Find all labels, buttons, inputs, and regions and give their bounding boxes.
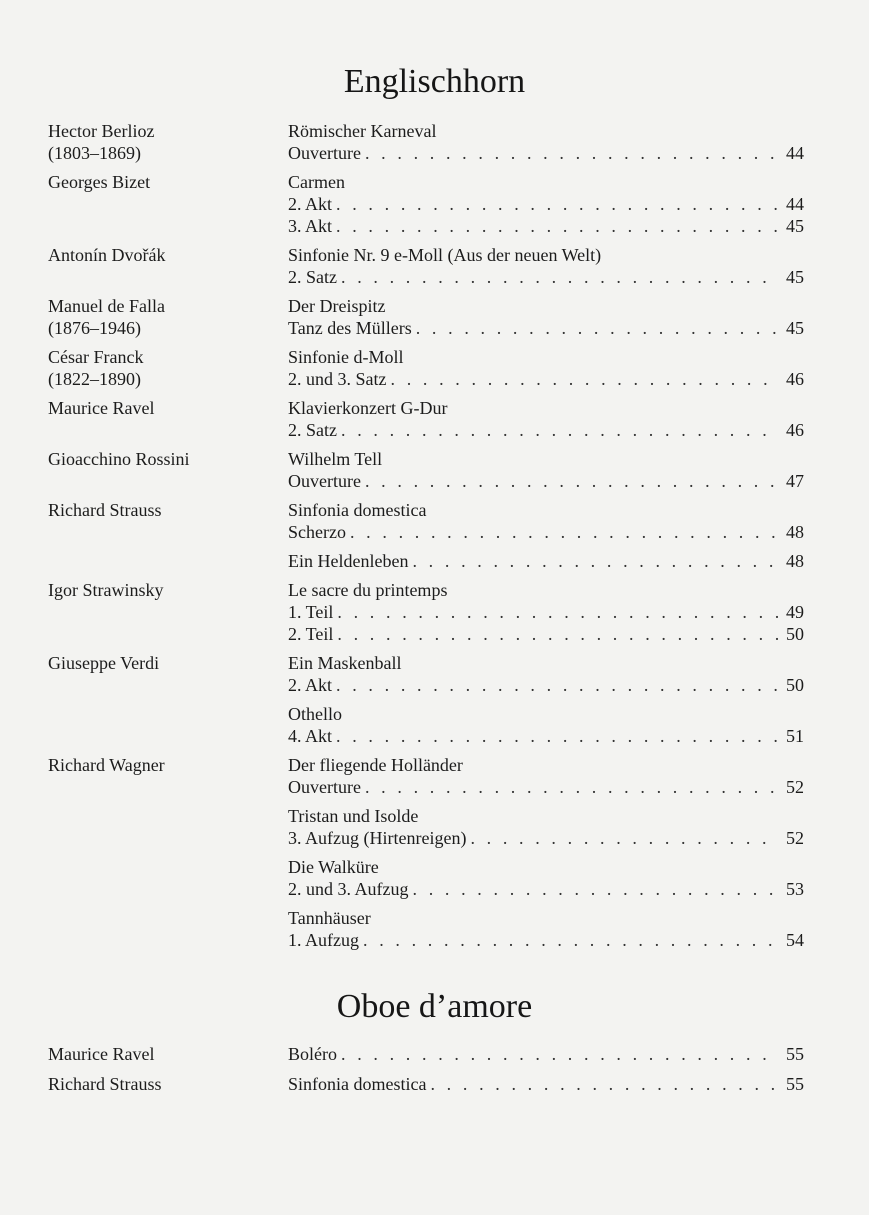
- works-column: [288, 171, 804, 237]
- composer-dates: (1822–1890): [48, 369, 141, 389]
- dot-leader: [413, 878, 779, 900]
- toc-line-label: Ouverture: [288, 471, 361, 491]
- page-number: 46: [786, 369, 804, 389]
- composer-entry: [0, 171, 869, 237]
- toc-line-label: 2. Satz: [288, 420, 337, 440]
- page-number: 52: [786, 777, 804, 797]
- toc-line: [288, 193, 804, 215]
- work-title: Carmen: [288, 172, 345, 192]
- works-column: [288, 244, 804, 288]
- toc-line: [288, 929, 804, 951]
- composer-name: [48, 397, 278, 419]
- page-number: 49: [786, 602, 804, 622]
- dot-leader: [470, 827, 778, 849]
- composer-name: [48, 120, 278, 164]
- toc-line-label: 2. Akt: [288, 675, 333, 695]
- toc-line-label: Sinfonia domestica: [288, 1074, 427, 1094]
- toc-line-label: 4. Akt: [288, 726, 333, 746]
- works-column: [288, 295, 804, 339]
- toc-line-label: Ouverture: [288, 143, 361, 163]
- toc-line-label: 2. und 3. Aufzug: [288, 879, 409, 899]
- toc-line: [288, 521, 804, 543]
- composer-entry: [0, 1043, 869, 1065]
- composer-name-line: César Franck: [48, 347, 144, 367]
- toc-line-label: 2. Satz: [288, 267, 337, 287]
- composer-dates: (1876–1946): [48, 318, 141, 338]
- work-block: [288, 346, 804, 390]
- composer-name-line: Hector Berlioz: [48, 121, 155, 141]
- dot-leader: [337, 601, 778, 623]
- composer-name-line: Maurice Ravel: [48, 398, 155, 418]
- toc-line: [288, 725, 804, 747]
- composer-entry: [0, 244, 869, 288]
- work-block: [288, 805, 804, 849]
- work-title: Tannhäuser: [288, 908, 371, 928]
- composer-entry: [0, 346, 869, 390]
- work-block: [288, 397, 804, 441]
- toc-line-label: 2. und 3. Satz: [288, 369, 387, 389]
- page-number: 55: [786, 1044, 804, 1064]
- page-number: 54: [786, 930, 804, 950]
- work-title: Römischer Karneval: [288, 121, 437, 141]
- work-title: Klavierkonzert G-Dur: [288, 398, 448, 418]
- page-number: 44: [786, 143, 804, 163]
- toc-line-label: 1. Teil: [288, 602, 334, 622]
- oboe-damore-list: [0, 1043, 869, 1103]
- composer-entry: [0, 120, 869, 164]
- englischhorn-list: [0, 120, 869, 958]
- work-title: Tristan und Isolde: [288, 806, 419, 826]
- toc-line: [288, 1073, 804, 1095]
- toc-line: [288, 142, 804, 164]
- work-block: [288, 171, 804, 237]
- dot-leader: [412, 550, 778, 572]
- work-block: [288, 1073, 804, 1095]
- page-number: 46: [786, 420, 804, 440]
- composer-name-line: Manuel de Falla: [48, 296, 165, 316]
- work-block: [288, 550, 804, 572]
- work-block: [288, 907, 804, 951]
- composer-name-line: Richard Wagner: [48, 755, 165, 775]
- work-block: [288, 448, 804, 492]
- dot-leader: [430, 1073, 778, 1095]
- composer-name: [48, 754, 278, 776]
- work-block: [288, 499, 804, 543]
- composer-name: [48, 448, 278, 470]
- composer-entry: [0, 754, 869, 951]
- toc-line-label: 3. Akt: [288, 216, 333, 236]
- toc-line-label: 2. Teil: [288, 624, 334, 644]
- works-column: [288, 1043, 804, 1065]
- work-block: [288, 703, 804, 747]
- dot-leader: [336, 725, 778, 747]
- dot-leader: [336, 674, 778, 696]
- work-title: Sinfonie Nr. 9 e-Moll (Aus der neuen Welt): [288, 245, 602, 265]
- work-title: Sinfonia domestica: [288, 500, 427, 520]
- composer-name: [48, 1043, 278, 1065]
- work-block: [288, 244, 804, 288]
- composer-entry: [0, 397, 869, 441]
- composer-dates: (1803–1869): [48, 143, 141, 163]
- works-column: [288, 754, 804, 951]
- composer-name-line: Igor Strawinsky: [48, 580, 164, 600]
- works-column: [288, 1073, 804, 1095]
- toc-line: [288, 878, 804, 900]
- composer-name: [48, 346, 278, 390]
- work-block: [288, 295, 804, 339]
- toc-line: [288, 601, 804, 623]
- page-number: 52: [786, 828, 804, 848]
- composer-name: [48, 652, 278, 674]
- toc-line: [288, 674, 804, 696]
- composer-entry: [0, 295, 869, 339]
- page-number: 50: [786, 624, 804, 644]
- dot-leader: [336, 193, 778, 215]
- dot-leader: [336, 215, 778, 237]
- composer-name: [48, 499, 278, 521]
- section-title-englischhorn: Englischhorn: [343, 63, 526, 100]
- composer-name-line: Maurice Ravel: [48, 1044, 155, 1064]
- toc-line: [288, 215, 804, 237]
- composer-name-line: Georges Bizet: [48, 172, 151, 192]
- dot-leader: [365, 142, 778, 164]
- toc-line-label: 1. Aufzug: [288, 930, 359, 950]
- dot-leader: [391, 368, 779, 390]
- page-number: 44: [786, 194, 804, 214]
- dot-leader: [365, 470, 778, 492]
- composer-entry: [0, 499, 869, 572]
- composer-name: [48, 1073, 278, 1095]
- work-block: [288, 1043, 804, 1065]
- dot-leader: [341, 1043, 778, 1065]
- composer-name: [48, 244, 278, 266]
- page-number: 45: [786, 216, 804, 236]
- toc-line-label: Ein Heldenleben: [288, 551, 409, 571]
- page-number: 50: [786, 675, 804, 695]
- works-column: [288, 499, 804, 572]
- work-title: Ein Maskenball: [288, 653, 402, 673]
- work-title: Der Dreispitz: [288, 296, 386, 316]
- toc-line-label: Scherzo: [288, 522, 346, 542]
- toc-line: [288, 776, 804, 798]
- composer-entry: [0, 652, 869, 747]
- dot-leader: [337, 623, 778, 645]
- composer-name-line: Gioacchino Rossini: [48, 449, 190, 469]
- dot-leader: [350, 521, 778, 543]
- works-column: [288, 579, 804, 645]
- toc-line: [288, 317, 804, 339]
- toc-line-label: 3. Aufzug (Hirtenreigen): [288, 828, 467, 848]
- toc-line: [288, 827, 804, 849]
- page-number: 51: [786, 726, 804, 746]
- works-column: [288, 346, 804, 390]
- composer-entry: [0, 1073, 869, 1095]
- toc-line: [288, 470, 804, 492]
- toc-line-label: Tanz des Müllers: [288, 318, 412, 338]
- page-number: 47: [786, 471, 804, 491]
- dot-leader: [365, 776, 778, 798]
- toc-line: [288, 1043, 804, 1065]
- section-title-oboe-damore: Oboe d’amore: [336, 988, 533, 1025]
- page-number: 48: [786, 522, 804, 542]
- toc-line: [288, 266, 804, 288]
- works-column: [288, 448, 804, 492]
- composer-entry: [0, 448, 869, 492]
- works-column: [288, 120, 804, 164]
- page-number: 45: [786, 267, 804, 287]
- composer-name-line: Giuseppe Verdi: [48, 653, 160, 673]
- composer-name: [48, 579, 278, 601]
- work-title: Le sacre du printemps: [288, 580, 448, 600]
- composer-name: [48, 171, 278, 193]
- work-block: [288, 856, 804, 900]
- toc-line: [288, 419, 804, 441]
- dot-leader: [363, 929, 778, 951]
- page-number: 55: [786, 1074, 804, 1094]
- work-title: Wilhelm Tell: [288, 449, 383, 469]
- work-title: Die Walküre: [288, 857, 379, 877]
- dot-leader: [341, 266, 778, 288]
- work-block: [288, 120, 804, 164]
- works-column: [288, 652, 804, 747]
- work-title: Othello: [288, 704, 342, 724]
- composer-name: [48, 295, 278, 339]
- composer-name-line: Antonín Dvořák: [48, 245, 166, 265]
- page-number: 45: [786, 318, 804, 338]
- work-block: [288, 652, 804, 696]
- toc-line: [288, 368, 804, 390]
- dot-leader: [416, 317, 778, 339]
- work-title: Sinfonie d-Moll: [288, 347, 404, 367]
- page-number: 53: [786, 879, 804, 899]
- composer-name-line: Richard Strauss: [48, 500, 162, 520]
- composer-entry: [0, 579, 869, 645]
- page-number: 48: [786, 551, 804, 571]
- work-block: [288, 754, 804, 798]
- toc-line-label: Boléro: [288, 1044, 337, 1064]
- toc-line-label: 2. Akt: [288, 194, 333, 214]
- work-block: [288, 579, 804, 645]
- toc-line: [288, 623, 804, 645]
- composer-name-line: Richard Strauss: [48, 1074, 162, 1094]
- toc-line: [288, 550, 804, 572]
- dot-leader: [341, 419, 778, 441]
- toc-line-label: Ouverture: [288, 777, 361, 797]
- works-column: [288, 397, 804, 441]
- work-title: Der fliegende Holländer: [288, 755, 463, 775]
